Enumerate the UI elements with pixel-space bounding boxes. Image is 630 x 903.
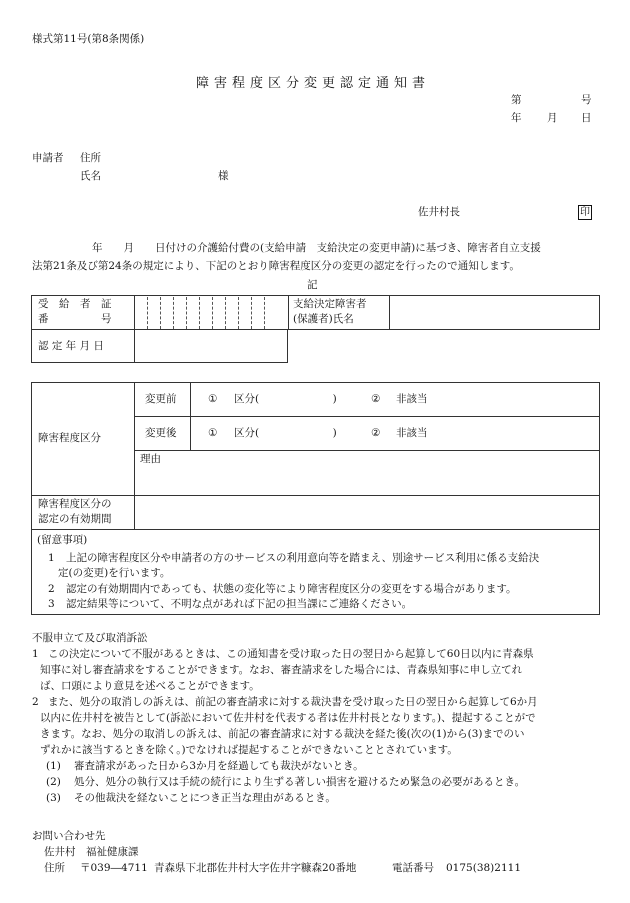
appeal-sub-text: その他裁決を経ないことにつき正当な理由があるとき。 [74, 792, 336, 804]
reason-label: 理由 [140, 453, 161, 465]
appeal-sub-number: (2) [46, 776, 61, 788]
after-option-2-mark: ② [371, 427, 381, 439]
address-label: 住所 [80, 152, 101, 164]
intro-line-1: 年 月 日付けの介護給付費の(支給申請 支給決定の変更申請)に基づき、障害者自立支援 [92, 242, 541, 254]
contact-address: 青森県下北郡佐井村大字佐井字糠森20番地 [154, 862, 357, 874]
appeal-text: きます。なお、処分の取消しの訴えは、前記の審査請求に対する裁決を経た後(次の(1)から(3)までのい [40, 728, 525, 740]
appeal-paragraph-number: 1 [32, 648, 39, 660]
level-label: 障害程度区分 [38, 432, 101, 444]
contact-address-label: 住所 [44, 862, 65, 874]
number-suffix: 号 [581, 94, 592, 106]
date-day-label: 日 [581, 112, 592, 124]
appeal-sub-number: (3) [46, 792, 61, 804]
after-option-1-text: 区分( ) [234, 427, 337, 439]
intro-line-2: 法第21条及び第24条の規定により、下記のとおり障害程度区分の変更の認定を行ったので通知します。 [32, 260, 520, 272]
contact-postal: 〒039―4711 [80, 862, 148, 874]
document-title: 障害程度区分変更認定通知書 [196, 76, 431, 91]
ki-heading: 記 [307, 279, 318, 291]
appeal-text: また、処分の取消しの訴えは、前記の審査請求に対する裁決書を受け取った日の翌日から起算して6か月 [48, 696, 538, 708]
notes-heading: (留意事項) [37, 534, 88, 546]
before-option-1-text: 区分( ) [234, 393, 337, 405]
contact-department: 佐井村 福祉健康課 [44, 846, 139, 858]
disabled-person-label-1: 支給決定障害者 [293, 298, 367, 310]
note-text: 上記の障害程度区分や申請者の方のサービスの利用意向等を踏まえ、別途サービス利用に係る支給決 [66, 552, 540, 564]
appeal-heading: 不服申立て及び取消訴訟 [32, 632, 148, 644]
note-text: 認定の有効期間内であっても、状態の変化等により障害程度区分の変更をする場合があります。 [66, 583, 517, 595]
validity-label-2: 認定の有効期間 [38, 513, 112, 525]
appeal-text: ば、口頭により意見を述べることができます。 [40, 680, 260, 692]
before-option-2-mark: ② [371, 393, 381, 405]
recipient-cert-label-2: 番 号 [38, 313, 112, 325]
number-label: 第 [511, 94, 522, 106]
appeal-text: 以内に佐井村を被告として(訴訟において佐井村を代表する者は佐井村長となります。)、提起することがで [40, 712, 536, 724]
before-option-1-mark: ① [208, 393, 218, 405]
after-option-1-mark: ① [208, 427, 218, 439]
appeal-paragraph-number: 2 [32, 696, 39, 708]
recipient-cert-label-1: 受 給 者 証 [38, 298, 112, 310]
appeal-sub-text: 審査請求があった日から3か月を経過しても裁決がないとき。 [74, 760, 364, 772]
date-year-label: 年 [511, 112, 522, 124]
appeal-text: 知事に対し審査請求をすることができます。なお、審査請求をした場合には、青森県知事に申し立てれ [40, 664, 523, 676]
form-number: 様式第11号(第8条関係) [32, 33, 145, 45]
note-number: 3 [48, 598, 55, 610]
contact-phone-label: 電話番号 [392, 862, 434, 874]
contact-heading: お問い合わせ先 [32, 830, 106, 842]
after-label: 変更後 [145, 427, 177, 439]
after-option-2-text: 非該当 [396, 427, 428, 439]
honorific: 様 [218, 170, 229, 182]
appeal-sub-number: (1) [46, 760, 61, 772]
before-option-2-text: 非該当 [396, 393, 428, 405]
note-text: 定(の変更)を行います。 [58, 567, 171, 579]
issuer-name: 佐井村長 [418, 206, 460, 218]
contact-phone: 0175(38)2111 [446, 862, 521, 874]
appeal-sub-text: 処分、処分の執行又は手続の続行により生ずる著しい損害を避けるため緊急の必要があるとき。 [74, 776, 526, 788]
note-text: 認定結果等について、不明な点があれば下記の担当課にご連絡ください。 [66, 598, 413, 610]
applicant-label: 申請者 [32, 152, 64, 164]
seal-stamp: 印 [580, 207, 590, 218]
note-number: 1 [48, 552, 55, 564]
appeal-text: この決定について不服があるときは、この通知書を受け取った日の翌日から起算して60日以内に青森県 [48, 648, 534, 660]
before-label: 変更前 [145, 393, 177, 405]
date-month-label: 月 [547, 112, 558, 124]
appeal-text: ずれかに該当するときを除く。)でなければ提起することができないこととされています。 [40, 744, 458, 756]
name-label: 氏名 [80, 170, 101, 182]
disabled-person-label-2: (保護者)氏名 [293, 313, 354, 325]
validity-label-1: 障害程度区分の [38, 498, 112, 510]
note-number: 2 [48, 583, 55, 595]
cert-date-label: 認 定 年 月 日 [38, 340, 104, 352]
